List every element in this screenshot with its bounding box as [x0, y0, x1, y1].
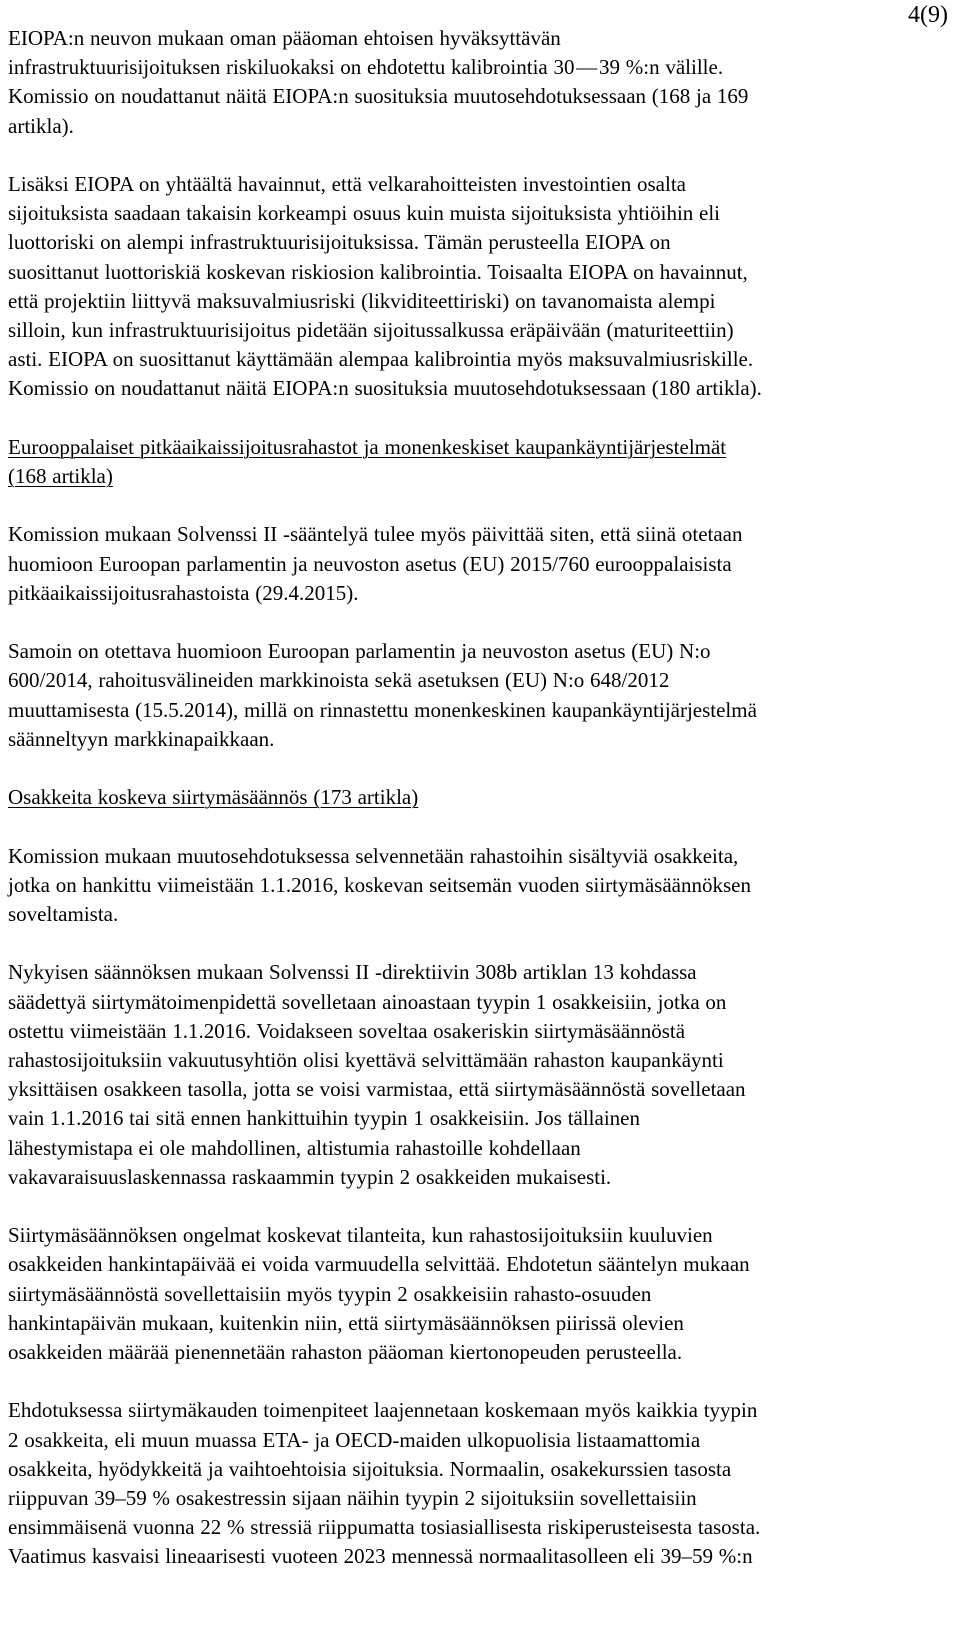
text-line: Nykyisen säännöksen mukaan Solvenssi II -direktiivin 308b artiklan 13 kohdassa	[8, 960, 697, 985]
text-line: sijoituksista saadaan takaisin korkeampi osuus kuin muista sijoituksista yhtiöihin eli	[8, 201, 721, 226]
text-line: rahastosijoituksiin vakuutusyhtiön olisi kyettävä selvittämään rahaston kaupankäynti	[8, 1048, 724, 1072]
text-line: lähestymistapa ei ole mahdollinen, altistumia rahastoille kohdellaan	[8, 1135, 581, 1160]
text-line: Komission mukaan Solvenssi II -sääntelyä tulee myös päivittää siten, että siinä otetaan	[8, 522, 743, 547]
text-line: jotka on hankittu viimeistään 1.1.2016, koskevan seitsemän vuoden siirtymäsäännöksen	[8, 872, 751, 897]
text-line: Samoin on otettava huomioon Euroopan parlamentin ja neuvoston asetus (EU) N:o	[8, 639, 711, 664]
text-line: luottoriski on alempi infrastruktuurisijoituksissa. Tämän perusteella EIOPA on	[8, 230, 671, 255]
text-line: 2 osakkeita, eli muun muassa ETA- ja OECD-maiden ulkopuolisia listaamattomia	[8, 1427, 701, 1452]
text-line: vain 1.1.2016 tai sitä ennen hankittuihin tyypin 1 osakkeisiin. Jos tällainen	[8, 1106, 640, 1131]
text-line: siirtymäsäännöstä sovellettaisiin myös tyypin 2 osakkeisiin rahasto-osuuden	[8, 1281, 652, 1306]
text-line: ensimmäisenä vuonna 22 % stressiä riippumatta tosiasiallisesta riskiperusteisesta tasosta.	[8, 1515, 761, 1540]
heading-line: Osakkeita koskeva siirtymäsäännös (173 artikla)	[8, 785, 419, 810]
text-line: artikla).	[8, 113, 74, 138]
text-line: Komissio on noudattanut näitä EIOPA:n suosituksia muutosehdotuksessaan (180 artikla).	[8, 376, 762, 401]
paragraph-infrastructure-equity	[8, 24, 953, 141]
section-heading-eltif-mtf	[8, 433, 953, 491]
heading-line: Eurooppalaiset pitkäaikaissijoitusrahastot ja monenkeskiset kaupankäyntijärjestelmät	[8, 434, 727, 459]
paragraph-eltif-regulation	[8, 520, 953, 608]
text-line: osakkeiden hankintapäivää ei voida varmuudella selvittää. Ehdotetun sääntelyn mukaan	[8, 1252, 750, 1277]
text-line: asti. EIOPA on suosittanut käyttämään alempaa kalibrointia myös maksuvalmiusriskille.	[8, 347, 754, 372]
text-line: soveltamista.	[8, 902, 119, 926]
paragraph-credit-liquidity-risk	[8, 170, 953, 404]
paragraph-transitional-problems	[8, 1221, 953, 1367]
heading-line: (168 artikla)	[8, 464, 113, 489]
text-line: silloin, kun infrastruktuurisijoitus pidetään sijoitussalkussa eräpäivään (maturiteettiin)	[8, 318, 734, 343]
text-line: Lisäksi EIOPA on yhtäältä havainnut, että velkarahoitteisten investointien osalta	[8, 172, 686, 196]
paragraph-mifir-regulation	[8, 637, 953, 754]
text-line: että projektiin liittyvä maksuvalmiusriski (likviditeettiriski) on tavanomaista alempi	[8, 288, 716, 313]
text-line: säädettyä siirtymätoimenpidettä sovelletaan ainoastaan tyypin 1 osakkeisiin, jotka on	[8, 989, 727, 1014]
text-line: riippuvan 39–59 % osakestressin sijaan näihin tyypin 2 sijoituksiin sovellettaisiin	[8, 1486, 697, 1511]
text-line: pitkäaikaissijoitusrahastoista (29.4.2015).	[8, 580, 359, 605]
text-line: yksittäisen osakkeen tasolla, jotta se voisi varmistaa, että siirtymäsäännöstä sovelletaan	[8, 1077, 746, 1102]
text-line: huomioon Euroopan parlamentin ja neuvoston asetus (EU) 2015/760 eurooppalaisista	[8, 551, 732, 576]
text-line: Komission mukaan muutosehdotuksessa selvennetään rahastoihin sisältyviä osakkeita,	[8, 843, 739, 868]
text-line: infrastruktuurisijoituksen riskiluokaksi on ehdotettu kalibrointia 30 — 39 %:n välille.	[8, 55, 724, 80]
section-heading-transitional-equity	[8, 783, 953, 812]
page-number: 4(9)	[908, 2, 948, 28]
text-line: Siirtymäsäännöksen ongelmat koskevat tilanteita, kun rahastosijoituksiin kuuluvien	[8, 1223, 713, 1248]
text-line: EIOPA:n neuvon mukaan oman pääoman ehtoisen hyväksyttävän	[8, 26, 561, 50]
paragraph-type2-extension	[8, 1396, 953, 1571]
text-line: 600/2014, rahoitusvälineiden markkinoista sekä asetuksen (EU) N:o 648/2012	[8, 668, 670, 693]
document-body	[8, 24, 953, 1572]
text-line: hankintapäivän mukaan, kuitenkin niin, että siirtymäsäännöksen piirissä olevien	[8, 1310, 684, 1335]
text-line: suosittanut luottoriskiä koskevan riskiosion kalibrointia. Toisaalta EIOPA on havainnut,	[8, 259, 748, 284]
text-line: muuttamisesta (15.5.2014), millä on rinnastettu monenkeskinen kaupankäyntijärjestelmä	[8, 697, 757, 722]
paragraph-transitional-clarification	[8, 842, 953, 930]
text-line: Vaatimus kasvaisi lineaarisesti vuoteen 2023 mennessä normaalitasolleen eli 39–59 %:n	[8, 1544, 753, 1569]
paragraph-current-provision	[8, 958, 953, 1192]
text-line: osakkeita, hyödykkeitä ja vaihtoehtoisia sijoituksia. Normaalin, osakekurssien tasosta	[8, 1456, 732, 1481]
text-line: Komissio on noudattanut näitä EIOPA:n suosituksia muutosehdotuksessaan (168 ja 169	[8, 84, 749, 109]
text-line: säänneltyyn markkinapaikkaan.	[8, 726, 275, 751]
text-line: vakavaraisuuslaskennassa raskaammin tyypin 2 osakkeiden mukaisesti.	[8, 1164, 612, 1189]
text-line: osakkeiden määrää pienennetään rahaston pääoman kiertonopeuden perusteella.	[8, 1340, 683, 1365]
text-line: ostettu viimeistään 1.1.2016. Voidakseen soveltaa osakeriskin siirtymäsäännöstä	[8, 1018, 686, 1043]
text-line: Ehdotuksessa siirtymäkauden toimenpiteet laajennetaan koskemaan myös kaikkia tyypin	[8, 1398, 758, 1423]
